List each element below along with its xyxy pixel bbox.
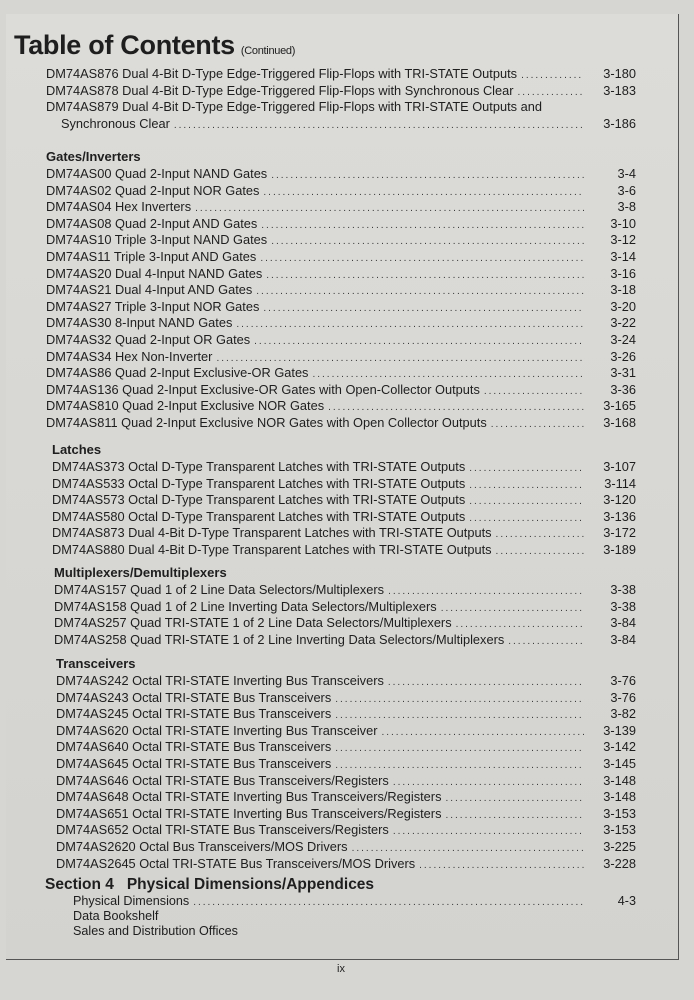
entry-title: DM74AS00 Quad 2-Input NAND Gates — [46, 166, 268, 181]
toc-entry — [52, 459, 636, 476]
entry-title: DM74AS242 Octal TRI-STATE Inverting Bus Transceivers — [56, 673, 384, 688]
entry-page: 3-180 — [603, 66, 636, 81]
entry-page: 3-38 — [610, 582, 636, 597]
entry-title: DM74AS2645 Octal TRI-STATE Bus Transceivers/MOS Drivers — [56, 855, 416, 871]
toc-entry — [56, 822, 636, 839]
toc-entry — [56, 706, 636, 723]
entry-page: 3-136 — [603, 508, 636, 524]
dot-leader — [266, 268, 584, 285]
entry-title: DM74AS648 Octal TRI-STATE Inverting Bus Transceivers/Registers — [56, 789, 442, 805]
toc-entry — [56, 739, 636, 756]
entry-title: DM74AS02 Quad 2-Input NOR Gates — [46, 182, 260, 198]
entry-page: 3-16 — [610, 265, 636, 281]
dot-leader — [236, 317, 584, 334]
toc-entry — [46, 415, 636, 432]
title-note: (Continued) — [240, 45, 296, 57]
entry-page: 3-82 — [610, 706, 636, 722]
toc-entry — [52, 525, 636, 542]
toc-entry — [45, 909, 636, 924]
toc-entry — [56, 756, 636, 773]
dot-leader — [469, 461, 584, 478]
entry-title: DM74AS651 Octal TRI-STATE Inverting Bus Transceivers/Registers — [56, 805, 442, 821]
toc-section — [46, 148, 636, 432]
toc-entry — [54, 615, 636, 632]
dot-leader — [496, 544, 584, 561]
entry-page: 3-186 — [603, 115, 636, 131]
entry-title: DM74AS645 Octal TRI-STATE Bus Transceivers — [56, 755, 332, 771]
toc-entry — [54, 582, 636, 599]
section-heading: Gates/Inverters — [46, 149, 141, 164]
entry-title: DM74AS257 Quad TRI-STATE 1 of 2 Line Data Selectors/Multiplexers — [54, 615, 452, 631]
toc-entry — [45, 894, 636, 909]
entry-title: DM74AS04 Hex Inverters — [46, 199, 192, 215]
entry-title: DM74AS533 Octal D-Type Transparent Latches with TRI-STATE Outputs — [52, 475, 466, 491]
dot-leader — [469, 494, 584, 511]
entry-title: DM74AS27 Triple 3-Input NOR Gates — [46, 298, 260, 314]
entry-title: DM74AS879 Dual 4-Bit D-Type Edge-Triggered Flip-Flops with TRI-STATE Outputs and — [46, 99, 542, 115]
section-heading: Latches — [52, 442, 102, 457]
toc-entry — [56, 839, 636, 856]
dot-leader — [263, 185, 584, 202]
entry-title: DM74AS652 Octal TRI-STATE Bus Transceivers/Registers — [56, 822, 389, 838]
entry-page: 3-36 — [610, 381, 636, 397]
toc-entry — [56, 690, 636, 707]
toc-section — [52, 441, 636, 559]
dot-leader — [484, 384, 584, 401]
section-heading: Multiplexers/Demultiplexers — [54, 565, 227, 580]
dot-leader — [193, 895, 584, 910]
toc-entry — [46, 249, 636, 266]
entry-page: 3-76 — [610, 689, 636, 705]
toc-entry — [45, 924, 636, 939]
toc-entry — [56, 806, 636, 823]
entry-title: DM74AS373 Octal D-Type Transparent Latches with TRI-STATE Outputs — [52, 459, 466, 474]
toc-entry — [52, 509, 636, 526]
dot-leader — [469, 478, 584, 495]
section-4-heading: Section 4 Physical Dimensions/Appendices — [45, 876, 375, 893]
entry-page: 3-84 — [610, 615, 636, 631]
entry-title: DM74AS2620 Octal Bus Transceivers/MOS Drivers — [56, 838, 348, 854]
entry-title: DM74AS878 Dual 4-Bit D-Type Edge-Triggered Flip-Flops with Synchronous Clear — [46, 82, 514, 98]
entry-page: 3-145 — [603, 755, 636, 771]
entry-page: 3-228 — [603, 855, 636, 871]
toc-entry — [46, 332, 636, 349]
entry-page: 3-120 — [603, 492, 636, 508]
entry-page: 3-26 — [610, 348, 636, 364]
entry-page: 3-107 — [603, 459, 636, 474]
entry-page: 4-3 — [617, 894, 636, 908]
toc-entry — [46, 349, 636, 366]
entry-page: 3-6 — [617, 182, 636, 198]
entry-page: 3-18 — [610, 282, 636, 298]
entry-page: 3-153 — [603, 822, 636, 838]
toc-entry — [54, 599, 636, 616]
section-4 — [45, 876, 636, 940]
entry-title: DM74AS873 Dual 4-Bit D-Type Transparent Latches with TRI-STATE Outputs — [52, 525, 492, 541]
toc-entry — [52, 492, 636, 509]
toc-entry — [46, 66, 636, 83]
entry-page: 3-148 — [603, 789, 636, 805]
dot-leader — [419, 858, 584, 875]
dot-leader — [491, 417, 584, 434]
dot-leader — [521, 68, 584, 85]
entry-title: Data Bookshelf — [73, 909, 159, 924]
entry-page: 3-14 — [610, 248, 636, 264]
entry-page: 3-148 — [603, 772, 636, 788]
dot-leader — [445, 808, 584, 825]
toc-entry — [56, 773, 636, 790]
dot-leader — [335, 741, 584, 758]
entry-title: Physical Dimensions — [73, 894, 190, 908]
toc-entry — [56, 856, 636, 873]
entry-title: DM74AS620 Octal TRI-STATE Inverting Bus Transceiver — [56, 722, 378, 738]
entry-page: 3-165 — [603, 398, 636, 414]
entry-title: DM74AS880 Dual 4-Bit D-Type Transparent Latches with TRI-STATE Outputs — [52, 541, 492, 557]
entry-page: 3-12 — [610, 232, 636, 248]
page-title — [14, 30, 295, 61]
dot-leader — [335, 692, 584, 709]
toc-entry — [46, 299, 636, 316]
toc-entry — [56, 673, 636, 690]
entry-title: DM74AS11 Triple 3-Input AND Gates — [46, 248, 257, 264]
title-text: Table of Contents — [14, 30, 235, 60]
toc-section — [46, 66, 636, 132]
dot-leader — [508, 634, 584, 651]
entry-title: DM74AS646 Octal TRI-STATE Bus Transceivers/Registers — [56, 772, 389, 788]
entry-title: DM74AS08 Quad 2-Input AND Gates — [46, 215, 258, 231]
entry-title: Synchronous Clear — [61, 115, 170, 131]
dot-leader — [271, 234, 584, 251]
dot-leader — [445, 791, 584, 808]
entry-page: 3-189 — [603, 541, 636, 557]
entry-page: 3-24 — [610, 331, 636, 347]
toc-entry — [52, 542, 636, 559]
section-heading: Transceivers — [56, 656, 136, 671]
entry-page: 3-20 — [610, 298, 636, 314]
entry-title: DM74AS86 Quad 2-Input Exclusive-OR Gates — [46, 365, 309, 381]
toc-entry — [46, 282, 636, 299]
entry-title: DM74AS20 Dual 4-Input NAND Gates — [46, 265, 263, 281]
entry-title: DM74AS32 Quad 2-Input OR Gates — [46, 331, 251, 347]
toc-entry — [46, 199, 636, 216]
entry-title: DM74AS810 Quad 2-Input Exclusive NOR Gates — [46, 398, 325, 414]
toc-entry — [54, 632, 636, 649]
dot-leader — [254, 334, 584, 351]
entry-page: 3-114 — [604, 475, 636, 491]
dot-leader — [441, 601, 584, 618]
entry-page: 3-183 — [603, 82, 636, 98]
entry-title: DM74AS876 Dual 4-Bit D-Type Edge-Triggered Flip-Flops with TRI-STATE Outputs — [46, 66, 518, 81]
page-number: ix — [337, 963, 345, 975]
toc-entry — [56, 723, 636, 740]
toc-entry — [46, 315, 636, 332]
toc-entry — [46, 116, 636, 133]
toc-entry — [46, 365, 636, 382]
toc-entry — [46, 232, 636, 249]
dot-leader — [256, 284, 584, 301]
toc-entry — [56, 789, 636, 806]
entry-page: 3-142 — [603, 739, 636, 755]
toc-entry — [46, 382, 636, 399]
entry-page: 3-10 — [610, 215, 636, 231]
entry-page: 3-84 — [610, 631, 636, 647]
entry-page: 3-8 — [617, 199, 636, 215]
toc-entry — [46, 83, 636, 100]
entry-title: DM74AS811 Quad 2-Input Exclusive NOR Gates with Open Collector Outputs — [46, 414, 487, 430]
entry-title: DM74AS21 Dual 4-Input AND Gates — [46, 282, 253, 298]
entry-page: 3-168 — [603, 414, 636, 430]
dot-leader — [496, 527, 584, 544]
entry-page: 3-22 — [610, 315, 636, 331]
entry-title: DM74AS580 Octal D-Type Transparent Latches with TRI-STATE Outputs — [52, 508, 466, 524]
entry-page: 3-172 — [603, 525, 636, 541]
toc-entry — [46, 266, 636, 283]
entry-page: 3-76 — [610, 673, 636, 688]
dot-leader — [393, 824, 584, 841]
entry-title: Sales and Distribution Offices — [73, 924, 238, 939]
dot-leader — [271, 168, 584, 185]
toc-entry — [46, 216, 636, 233]
entry-page: 3-4 — [617, 166, 636, 181]
toc-entry — [46, 166, 636, 183]
toc-entry — [46, 398, 636, 415]
entry-title: DM74AS158 Quad 1 of 2 Line Inverting Data Selectors/Multiplexers — [54, 598, 437, 614]
entry-page: 3-38 — [610, 598, 636, 614]
toc-entry — [52, 476, 636, 493]
entry-title: DM74AS573 Octal D-Type Transparent Latches with TRI-STATE Outputs — [52, 492, 466, 508]
dot-leader — [261, 218, 584, 235]
entry-title: DM74AS30 8-Input NAND Gates — [46, 315, 233, 331]
entry-title: DM74AS640 Octal TRI-STATE Bus Transceivers — [56, 739, 332, 755]
toc-entry — [46, 183, 636, 200]
entry-title: DM74AS258 Quad TRI-STATE 1 of 2 Line Inverting Data Selectors/Multiplexers — [54, 631, 505, 647]
entry-page: 3-225 — [603, 838, 636, 854]
dot-leader — [263, 301, 584, 318]
entry-page: 3-153 — [603, 805, 636, 821]
entry-page: 3-31 — [610, 365, 636, 381]
entry-title: DM74AS245 Octal TRI-STATE Bus Transceivers — [56, 706, 332, 722]
entry-title: DM74AS243 Octal TRI-STATE Bus Transceivers — [56, 689, 332, 705]
dot-leader — [388, 675, 584, 692]
dot-leader — [381, 725, 584, 742]
entry-page: 3-139 — [603, 722, 636, 738]
entry-title: DM74AS10 Triple 3-Input NAND Gates — [46, 232, 268, 248]
toc-section — [54, 564, 636, 648]
toc-entry — [46, 99, 636, 116]
dot-leader — [260, 251, 584, 268]
entry-title: DM74AS34 Hex Non-Inverter — [46, 348, 213, 364]
entry-title: DM74AS136 Quad 2-Input Exclusive-OR Gates with Open-Collector Outputs — [46, 381, 480, 397]
entry-title: DM74AS157 Quad 1 of 2 Line Data Selectors/Multiplexers — [54, 582, 385, 597]
dot-leader — [174, 118, 584, 135]
toc-section — [56, 655, 636, 872]
